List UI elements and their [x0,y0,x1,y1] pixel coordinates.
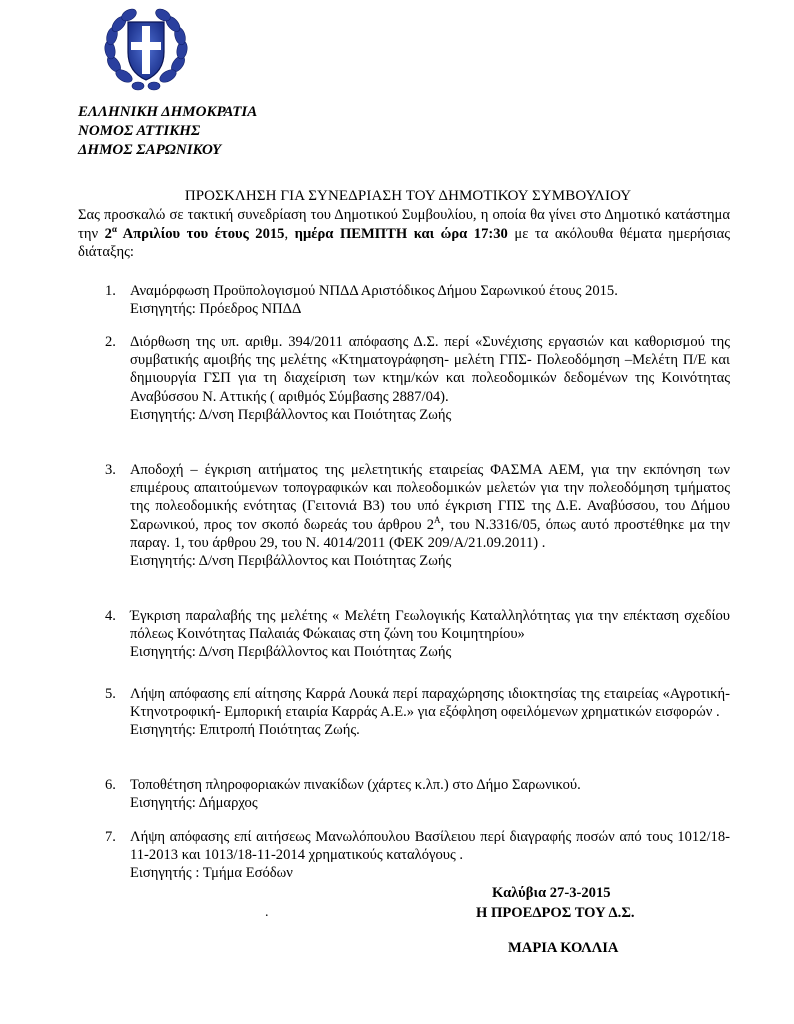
intro-part1: Σας προσκαλώ σε τακτική συνεδρίαση του Δημοτικού Συμβουλίου, η οποία θα γίνει στο Δημοτικό κατάστημα την [78,207,730,242]
agenda-item-text: Διόρθωση της υπ. αριθμ. 394/2011 απόφασης Δ.Σ. περί «Συνέχισης εργασιών και καθορισμού της συμβατικής αμοιβής της μελέτης «Κτηματογράφηση- μελέτη ΓΠΣ- Πολεοδόμηση –Μελέτη Π/Ε και δημιουργία ΓΣΠ για τη διαχείριση των κτημ/κών και πολεοδομικών δεδομένων της Κοινότητας Αναβύσσου Ν. Αττικής ( αριθμός Σύμβασης 2887/04). [130,334,730,405]
agenda-item-text: Λήψη απόφασης επί αιτήσεως Μανωλόπουλου Βασίλειου περί διαγραφής ποσών από τους 1012/18-11-2013 και 1013/18-11-2014 χρηματικούς καταλόγους . [130,829,730,864]
signature-role: Η ΠΡΟΕΔΡΟΣ ΤΟΥ Δ.Σ. [476,905,635,921]
header-country: ΕΛΛΗΝΙΚΗ ΔΗΜΟΚΡΑΤΙΑ [78,104,258,120]
signature-place-date: Καλύβια 27-3-2015 [492,885,611,901]
stray-dot: . [265,905,269,920]
agenda-item-rapporteur: Εισηγητής: Δ/νση Περιβάλλοντος και Ποιότητας Ζωής [130,406,452,423]
meeting-date: Απριλίου του έτους 2015 [116,225,285,242]
agenda-item-rapporteur: Εισηγητής: Δ/νση Περιβάλλοντος και Ποιότητας Ζωής [130,644,452,661]
agenda-item-rapporteur: Εισηγητής: Δ/νση Περιβάλλοντος και Ποιότητας Ζωής [130,553,452,570]
intro-paragraph [78,206,730,262]
agenda-item-number: 4. [105,608,116,624]
agenda-item-number: 1. [105,283,116,299]
agenda-item-number: 5. [105,686,116,702]
agenda-item-text [130,461,730,552]
agenda-item-number: 7. [105,829,116,845]
agenda-item-number: 6. [105,777,116,793]
agenda-item-number: 2. [105,334,116,350]
agenda-item-text: Λήψη απόφασης επί αίτησης Καρρά Λουκά περί παραχώρησης ιδιοκτησίας της εταιρείας «Αγροτική- Κτηνοτροφική- Εμπορική εταιρία Καρράς Α.Ε.» για εξόφληση οφειλόμενων χρηματικών εισφορών . [130,686,730,721]
greek-coat-of-arms-emblem [100,2,192,94]
document-title: ΠΡΟΣΚΛΗΣΗ ΓΙΑ ΣΥΝΕΔΡΙΑΣΗ ΤΟΥ ΔΗΜΟΤΙΚΟΥ ΣΥΜΒΟΥΛΙΟΥ [184,188,632,204]
agenda-item-rapporteur: Εισηγητής : Τμήμα Εσόδων [130,865,293,882]
header-municipality: ΔΗΜΟΣ ΣΑΡΩΝΙΚΟΥ [78,142,222,158]
agenda-item-text: Τοποθέτηση πληροφοριακών πινακίδων (χάρτες κ.λπ.) στο Δήμο Σαρωνικού. [130,777,581,793]
agenda-item-rapporteur: Εισηγητής: Πρόεδρος ΝΠΔΔ [130,301,302,318]
agenda-item-rapporteur: Εισηγητής: Επιτροπή Ποιότητας Ζωής. [130,722,360,739]
agenda-item-number: 3. [105,462,116,478]
intro-comma: , [284,225,295,242]
meeting-day: 2 [104,225,112,242]
agenda-item-text-b: , του Ν.3316/05, όπως αυτό προστέθηκε μα την παραγ. 1, του άρθρου 29, του Ν. 4014/2011 (ΦΕΚ 209/Α/21.09.2011) . [130,516,730,551]
meeting-weekday-time: ημέρα ΠΕΜΠΤΗ και ώρα 17:30 [294,225,508,242]
agenda-item-text: Έγκριση παραλαβής της μελέτης « Μελέτη Γεωλογικής Καταλληλότητας για την επέκταση σχεδίου πόλεως Κοινότητας Παλαιάς Φώκαιας στη ζώνη του Κοιμητηρίου» [130,608,730,643]
header-prefecture: ΝΟΜΟΣ ΑΤΤΙΚΗΣ [78,123,201,139]
signature-name: ΜΑΡΙΑ ΚΟΛΛΙΑ [508,940,619,956]
meeting-day-sup: α [111,223,117,234]
agenda-item-text-sup: Α [434,514,441,525]
issuer-header [78,103,257,160]
agenda-item-rapporteur: Εισηγητής: Δήμαρχος [130,795,258,812]
agenda-item-text: Αναμόρφωση Προϋπολογισμού ΝΠΔΔ Αριστόδικος Δήμου Σαρωνικού έτους 2015. [130,283,618,299]
intro-text [78,206,730,262]
agenda-item-text-a: Αποδοχή – έγκριση αιτήματος της μελετητικής εταιρείας ΦΑΣΜΑ ΑΕΜ, για την εκπόνηση των επιμέρους απαιτούμενων τοπογραφικών και πολεοδομικών μελετών για την πολεοδόμηση τμήματος της πολεοδομικής ενότητας (Γειτονιά Β3) του υπό έγκριση ΓΠΣ της Δ.Ε. Αναβύσσου, του Δήμου Σαρωνικού, προς τον σκοπό δωρεάς του άρθρου 2 [130,462,730,533]
intro-part2: με τα ακόλουθα θέματα ημερήσιας διάταξης: [78,225,730,260]
